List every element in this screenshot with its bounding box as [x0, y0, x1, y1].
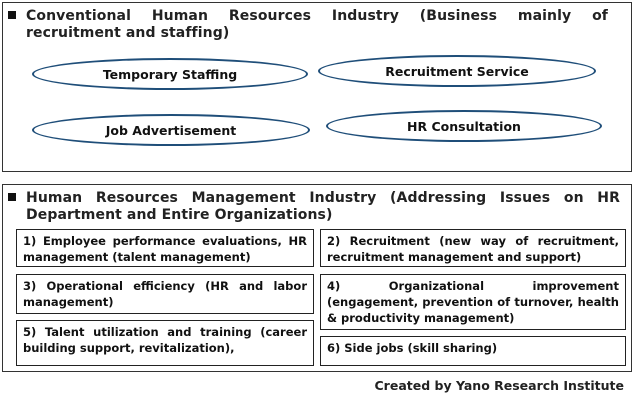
- ellipse-recruitment-service: Recruitment Service: [318, 55, 596, 87]
- conventional-hr-heading: [8, 8, 608, 42]
- ellipse-temporary-staffing: Temporary Staffing: [32, 58, 308, 90]
- box-talent-utilization: 5) Talent utilization and training (career building support, revitalization),: [16, 320, 314, 366]
- box-operational-efficiency: 3) Operational efficiency (HR and labor management): [16, 274, 314, 314]
- hr-management-heading-text: Human Resources Management Industry (Addressing Issues on HR Department and Entire Organizations): [26, 190, 620, 223]
- square-bullet-icon: [8, 11, 16, 19]
- box-employee-performance: 1) Employee performance evaluations, HR management (talent management): [16, 229, 314, 267]
- box-recruitment: 2) Recruitment (new way of recruitment, recruitment management and support): [320, 229, 626, 267]
- square-bullet-icon: [8, 193, 16, 201]
- ellipse-hr-consultation: HR Consultation: [326, 110, 602, 142]
- conventional-hr-heading-text: Conventional Human Resources Industry (Business mainly of recruitment and staffing): [26, 8, 608, 41]
- hr-management-heading: [8, 190, 620, 224]
- box-side-jobs: 6) Side jobs (skill sharing): [320, 336, 626, 366]
- ellipse-job-advertisement: Job Advertisement: [32, 114, 310, 146]
- source-credit: Created by Yano Research Institute: [374, 378, 624, 393]
- box-organizational-improvement: 4) Organizational improvement (engagement, prevention of turnover, health & productivity management): [320, 274, 626, 330]
